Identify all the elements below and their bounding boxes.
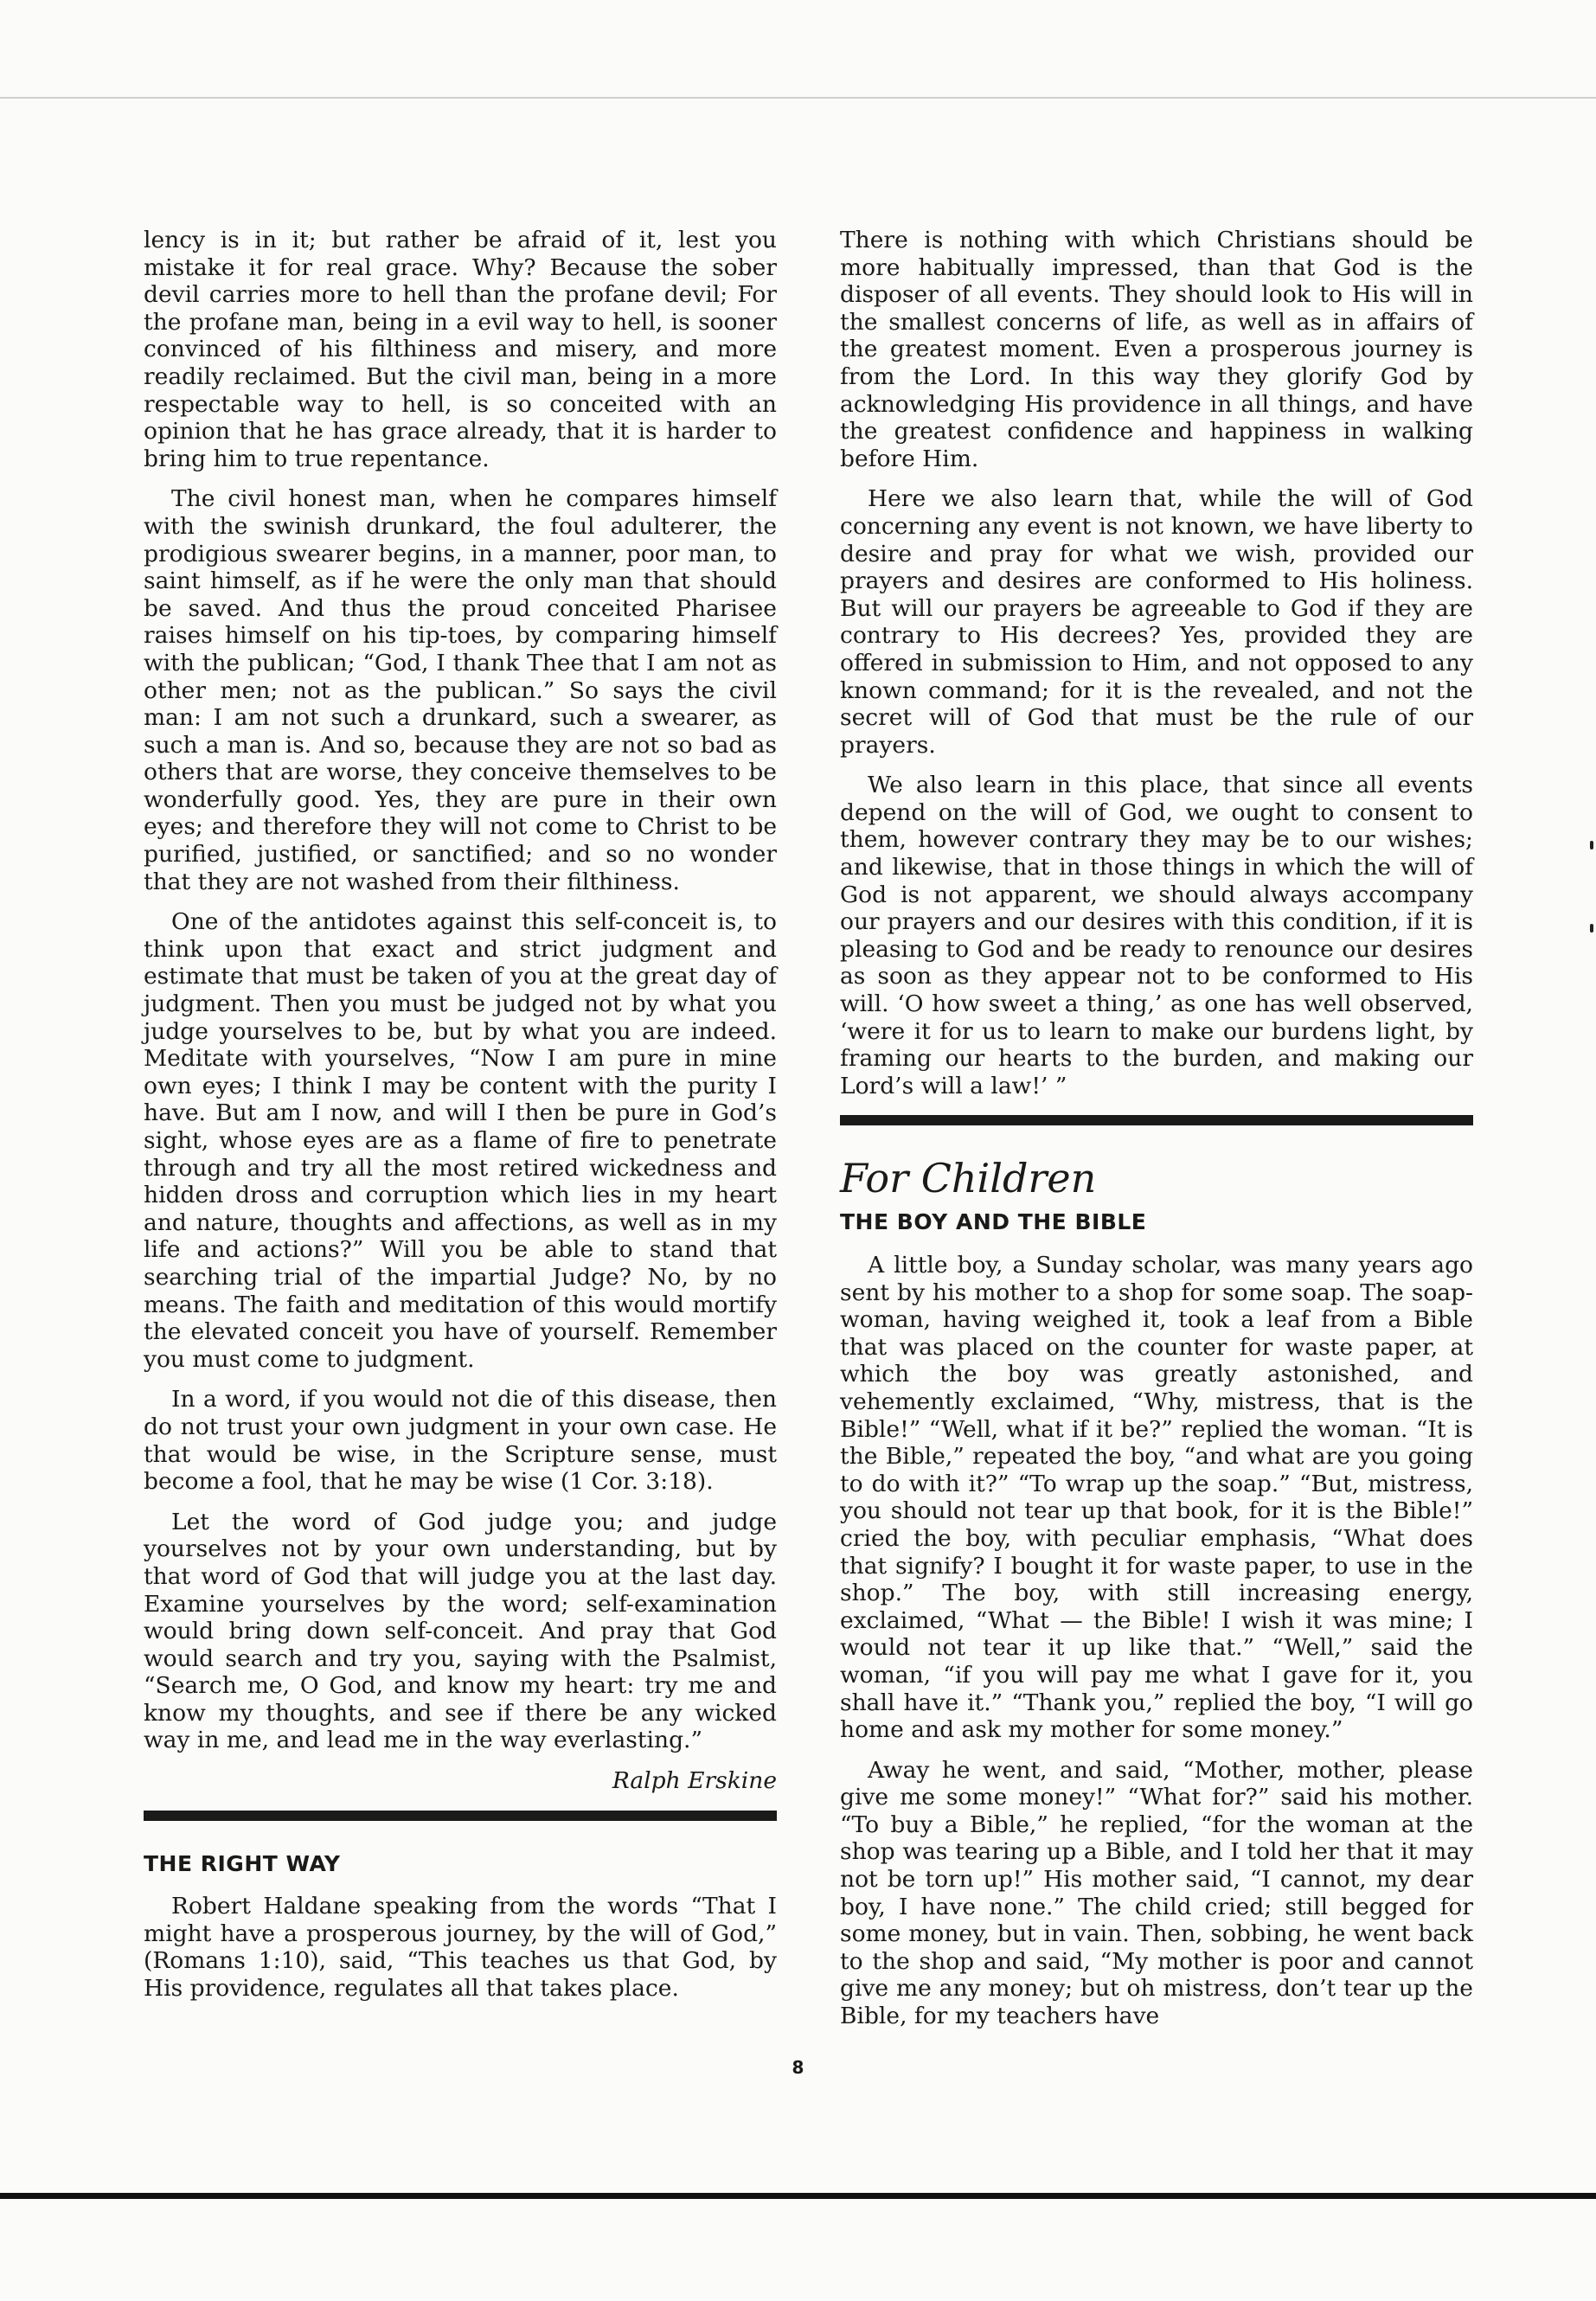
article-paragraph: One of the antidotes against this self-conceit is, to think upon that exact and strict judgment and estimate that must be taken of you at the great day of judgment. Then you must be judged not by what you judge yourselves to be, but by what you are indeed. Meditate with yourselves, “Now I am pure in mine own eyes; I think I may be content with the purity I have. But am I now, and will I then be pure in God’s sight, whose eyes are as a flame of fire to penetrate through and try all the most retired wickedness and hidden dross and corruption which lies in my heart and nature, thoughts and affections, as well as in my life and actions?” Will you be able to stand that searching trial of the impartial Judge? No, by no means. The faith and meditation of this would mortify the elevated conceit you have of yourself. Remember you must come to judgment. xyxy=(144,908,777,1373)
article-paragraph: In a word, if you would not die of this disease, then do not trust your own judgment in your own case. He that would be wise, in the Scripture sense, must become a fool, that he may be wise (1 Cor. 3:18). xyxy=(144,1386,777,1496)
author-signature: Ralph Erskine xyxy=(612,1767,777,1795)
section-banner-for-children: For Children xyxy=(840,1155,1097,1202)
article-paragraph: Here we also learn that, while the will of God concerning any event is not known, we have liberty to desire and pray for what we wish, provided our prayers and desires are conformed to His holiness. But will our prayers be agreeable to God if they are contrary to His decrees? Yes, provided they are offered in submission to Him, and not opposed to any known command; for it is the revealed, and not the secret will of God that must be the rule of our prayers. xyxy=(840,485,1473,759)
section-heading-boy-and-bible: THE BOY AND THE BIBLE xyxy=(840,1209,1147,1235)
section-heading-right-way: THE RIGHT WAY xyxy=(144,1850,341,1876)
right-column xyxy=(840,227,1473,2043)
article-paragraph: Robert Haldane speaking from the words “That I might have a prosperous journey, by the will of God,” (Romans 1:10), said, “This teaches us that God, by His providence, regulates all that takes place. xyxy=(144,1893,777,2003)
scan-edge-bottom xyxy=(0,2193,1596,2199)
left-column xyxy=(144,227,777,2016)
margin-mark xyxy=(1590,841,1593,849)
scan-edge-top xyxy=(0,97,1596,99)
article-paragraph: Away he went, and said, “Mother, mother, please give me some money!” “What for?” said his mother. “To buy a Bible,” he replied, “for the woman at the shop was tearing up a Bible, and I told her that it may not be torn up!” His mother said, “I cannot, my dear boy, I have none.” The child cried; still begged for some money, but in vain. Then, sobbing, he went back to the shop and said, “My mother is poor and cannot give me any money; but oh mistress, don’t tear up the Bible, for my teachers have xyxy=(840,1756,1473,2030)
article-paragraph: The civil honest man, when he compares himself with the swinish drunkard, the foul adulterer, the prodigious swearer begins, in a manner, poor man, to saint himself, as if he were the only man that should be saved. And thus the proud conceited Pharisee raises himself on his tip-toes, by comparing himself with the publican; “God, I thank Thee that I am not as other men; not as the publican.” So says the civil man: I am not such a drunkard, such a swearer, as such a man is. And so, because they are not so bad as others that are worse, they conceive themselves to be wonderfully good. Yes, they are pure in their own eyes; and therefore they will not come to Christ to be purified, justified, or sanctified; and so no wonder that they are not washed from their filthiness. xyxy=(144,485,777,895)
article-paragraph: A little boy, a Sunday scholar, was many years ago sent by his mother to a shop for some soap. The soap-woman, having weighed it, took a leaf from a Bible that was placed on the counter for waste paper, at which the boy was greatly astonished, and vehemently exclaimed, “Why, mistress, that is the Bible!” “Well, what if it be?” replied the woman. “It is the Bible,” repeated the boy, “and what are you going to do with it?” “To wrap up the soap.” “But, mistress, you should not tear up that book, for it is the Bible!” cried the boy, with peculiar emphasis, “What does that signify? I bought it for waste paper, to use in the shop.” The boy, with still increasing energy, exclaimed, “What — the Bible! I wish it was mine; I would not tear it up like that.” “Well,” said the woman, “if you will pay me what I gave for it, you shall have it.” “Thank you,” replied the boy, “I will go home and ask my mother for some money.” xyxy=(840,1252,1473,1744)
article-paragraph: lency is in it; but rather be afraid of it, lest you mistake it for real grace. Why? Because the sober devil carries more to hell than the profane devil; For the profane man, being in a evil way to hell, is sooner convinced of his filthiness and misery, and more readily reclaimed. But the civil man, being in a more respectable way to hell, is so conceited with an opinion that he has grace already, that it is harder to bring him to true repentance. xyxy=(144,227,777,472)
margin-mark xyxy=(1590,924,1593,933)
article-paragraph: We also learn in this place, that since all events depend on the will of God, we ought to consent to them, however contrary they may be to our wishes; and likewise, that in those things in which the will of God is not apparent, we should always accompany our prayers and our desires with this condition, if it is pleasing to God and be ready to renounce our desires as soon as they appear not to be conformed to His will. ‘O how sweet a thing,’ as one has well observed, ‘were it for us to learn to make our burdens light, by framing our hearts to the burden, and making our Lord’s will a law!’ ” xyxy=(840,772,1473,1099)
article-paragraph: There is nothing with which Christians should be more habitually impressed, than that God is the disposer of all events. They should look to His will in the smallest concerns of life, as well as in affairs of the greatest moment. Even a prosperous journey is from the Lord. In this way they glorify God by acknowledging His providence in all things, and have the greatest confidence and happiness in walking before Him. xyxy=(840,227,1473,472)
page-number: 8 xyxy=(792,2057,804,2078)
article-paragraph: Let the word of God judge you; and judge yourselves not by your own understanding, but by that word of God that will judge you at the last day. Examine yourselves by the word; self-examination would bring down self-conceit. And pray that God would search and try you, saying with the Psalmist, “Search me, O God, and know my heart: try me and know my thoughts, and see if there be any wicked way in me, and lead me in the way everlasting.” xyxy=(144,1508,777,1754)
section-divider xyxy=(840,1115,1473,1125)
section-divider xyxy=(144,1811,777,1821)
